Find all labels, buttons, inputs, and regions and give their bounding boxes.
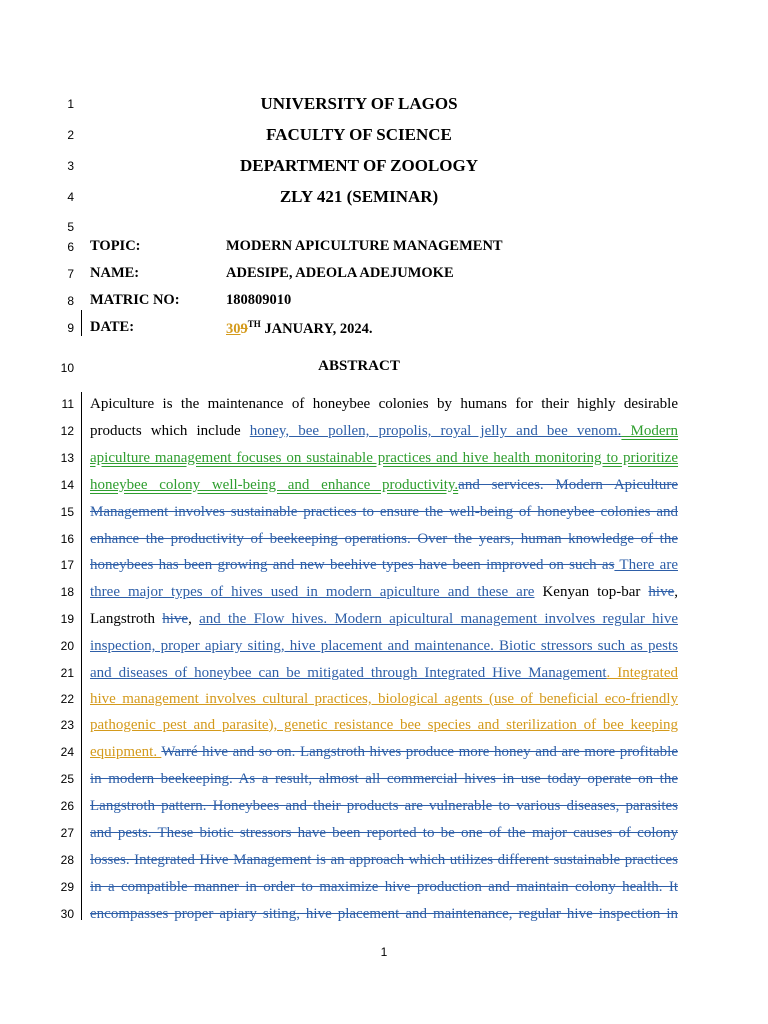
line-number: 14 (60, 478, 74, 492)
topic-label: TOPIC: (90, 238, 141, 254)
line-number: 19 (60, 612, 74, 626)
date-label: DATE: (90, 319, 135, 335)
page-number: 1 (380, 945, 388, 959)
university-title: UNIVERSITY OF LAGOS (260, 94, 458, 113)
change-bar (81, 310, 82, 336)
line-number: 20 (60, 639, 74, 653)
body-line: Langstroth hive, and the Flow hives. Modern apicultural management involves regular hive (90, 611, 678, 627)
body-line: losses. Integrated Hive Management is an approach which utilizes different sustainable practices (90, 852, 678, 868)
body-line: Langstroth pattern. Honeybees and their products are vulnerable to various diseases, parasites (90, 798, 678, 814)
line-number: 21 (60, 666, 74, 680)
line-number: 5 (67, 220, 74, 234)
date-value (226, 319, 373, 338)
body-line: honeybees has been growing and new beehive types have been improved on such as There are (90, 557, 678, 573)
body-line: pathogenic pest and parasite), genetic resistance bee species and sterilization of bee keeping (90, 717, 678, 733)
line-number: 9 (67, 321, 74, 335)
body-line: in modern beekeeping. As a result, almost all commercial hives in use today operate on the (90, 771, 678, 787)
change-bar (81, 392, 82, 920)
body-line: hive management involves cultural practices, biological agents (use of beneficial eco-friendly (90, 691, 678, 707)
line-number: 30 (60, 907, 74, 921)
line-number: 23 (60, 718, 74, 732)
body-line: honeybee colony well-being and enhance productivity.and services. Modern Apiculture (90, 477, 678, 493)
line-number: 18 (60, 585, 74, 599)
body-line: inspection, proper apiary siting, hive placement and maintenance. Biotic stressors such as pests (90, 638, 678, 654)
line-number: 6 (67, 240, 74, 254)
name-label: NAME: (90, 265, 140, 281)
matric-value: 180809010 (226, 292, 292, 308)
body-line: and diseases of honeybee can be mitigated through Integrated Hive Management. Integrated (90, 665, 678, 681)
body-line: products which include honey, bee pollen, propolis, royal jelly and bee venom. Modern (90, 423, 679, 439)
body-line: Management involves sustainable practices to ensure the well-being of honeybee colonies and (90, 504, 678, 520)
date-suffix: TH (247, 319, 261, 329)
department-title: DEPARTMENT OF ZOOLOGY (239, 156, 479, 175)
body-line: and pests. These biotic stressors have been reported to be one of the major causes of colony (90, 825, 678, 841)
line-number: 1 (67, 97, 74, 111)
line-number: 4 (67, 190, 74, 204)
line-number: 22 (60, 692, 74, 706)
line-number: 13 (60, 451, 74, 465)
abstract-heading: ABSTRACT (318, 358, 400, 374)
line-number: 8 (67, 294, 74, 308)
name-value: ADESIPE, ADEOLA ADEJUMOKE (226, 265, 454, 281)
body-line: Apiculture is the maintenance of honeybee colonies by humans for their highly desirable (90, 396, 678, 412)
topic-value: MODERN APICULTURE MANAGEMENT (226, 238, 503, 254)
line-number: 24 (60, 745, 74, 759)
line-number: 27 (60, 826, 74, 840)
date-deleted: 9 (240, 320, 248, 337)
line-number: 26 (60, 799, 74, 813)
line-number: 7 (67, 267, 74, 281)
line-number: 3 (67, 159, 74, 173)
body-line: three major types of hives used in modern apiculture and these are Kenyan top-bar hive, (90, 584, 678, 600)
date-inserted: 30 (226, 320, 241, 337)
body-line: in a compatible manner in order to maximize hive production and maintain colony health. It (90, 879, 678, 895)
body-line: apiculture management focuses on sustainable practices and hive health monitoring to prioritize (90, 450, 678, 466)
line-number: 10 (60, 361, 74, 375)
matric-label: MATRIC NO: (90, 292, 180, 308)
course-title: ZLY 421 (SEMINAR) (279, 187, 439, 206)
body-line: enhance the productivity of beekeeping operations. Over the years, human knowledge of the (90, 531, 678, 547)
line-number: 28 (60, 853, 74, 867)
date-rest: JANUARY, 2024. (260, 320, 373, 337)
line-number: 12 (60, 424, 74, 438)
line-number: 29 (60, 880, 74, 894)
line-number: 2 (67, 128, 74, 142)
body-line: equipment. Warré hive and so on. Langstroth hives produce more honey and are more profitable (90, 744, 678, 760)
line-number: 16 (60, 532, 74, 546)
faculty-title: FACULTY OF SCIENCE (266, 125, 452, 144)
line-number: 15 (60, 505, 74, 519)
line-number: 25 (60, 772, 74, 786)
body-line: encompasses proper apiary siting, hive placement and maintenance, regular hive inspection in (90, 906, 678, 922)
line-number: 17 (60, 558, 74, 572)
line-number: 11 (61, 397, 74, 411)
